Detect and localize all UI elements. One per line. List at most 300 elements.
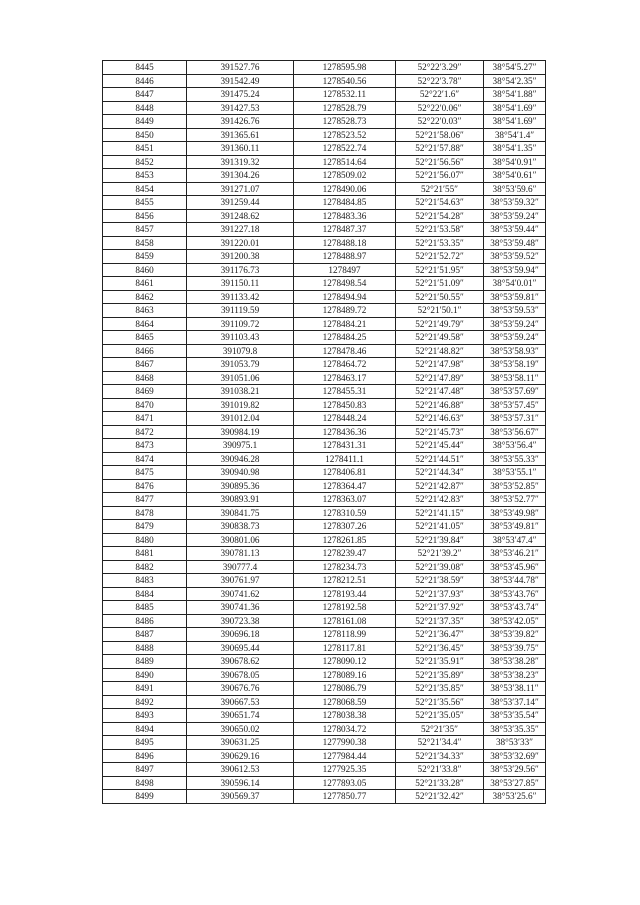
longitude-cell: 38°53′52.85″: [484, 479, 546, 493]
table-row: [103, 736, 546, 750]
y-coordinate-cell: 1277850.77: [294, 790, 396, 804]
table-row: [103, 493, 546, 507]
x-coordinate-cell: 391176.73: [187, 263, 294, 277]
longitude-cell: 38°53′38.28″: [484, 655, 546, 669]
point-number-cell: 8462: [103, 290, 187, 304]
table-row: [103, 371, 546, 385]
longitude-cell: 38°53′27.85″: [484, 776, 546, 790]
y-coordinate-cell: 1278364.47: [294, 479, 396, 493]
latitude-cell: 52°21′35.89″: [396, 668, 484, 682]
x-coordinate-cell: 391475.24: [187, 88, 294, 102]
table-row: [103, 115, 546, 129]
y-coordinate-cell: 1278307.26: [294, 520, 396, 534]
x-coordinate-cell: 391220.01: [187, 236, 294, 250]
x-coordinate-cell: 390650.02: [187, 722, 294, 736]
longitude-cell: 38°53′59.94″: [484, 263, 546, 277]
x-coordinate-cell: 391271.07: [187, 182, 294, 196]
longitude-cell: 38°54′1.88″: [484, 88, 546, 102]
latitude-cell: 52°21′45.73″: [396, 425, 484, 439]
latitude-cell: 52°21′45.44″: [396, 439, 484, 453]
y-coordinate-cell: 1278261.85: [294, 533, 396, 547]
longitude-cell: 38°54′0.61″: [484, 169, 546, 183]
y-coordinate-cell: 1278118.99: [294, 628, 396, 642]
latitude-cell: 52°21′39.08″: [396, 560, 484, 574]
x-coordinate-cell: 390984.19: [187, 425, 294, 439]
y-coordinate-cell: 1277990.38: [294, 736, 396, 750]
longitude-cell: 38°53′55.33″: [484, 452, 546, 466]
longitude-cell: 38°54′1.69″: [484, 115, 546, 129]
table-row: [103, 250, 546, 264]
point-number-cell: 8459: [103, 250, 187, 264]
latitude-cell: 52°21′51.95″: [396, 263, 484, 277]
x-coordinate-cell: 390895.36: [187, 479, 294, 493]
latitude-cell: 52°21′35.56″: [396, 695, 484, 709]
point-number-cell: 8448: [103, 101, 187, 115]
longitude-cell: 38°53′57.45″: [484, 398, 546, 412]
point-number-cell: 8483: [103, 574, 187, 588]
point-number-cell: 8449: [103, 115, 187, 129]
table-row: [103, 560, 546, 574]
point-number-cell: 8485: [103, 601, 187, 615]
point-number-cell: 8474: [103, 452, 187, 466]
longitude-cell: 38°53′29.56″: [484, 763, 546, 777]
point-number-cell: 8477: [103, 493, 187, 507]
point-number-cell: 8458: [103, 236, 187, 250]
table-row: [103, 520, 546, 534]
point-number-cell: 8447: [103, 88, 187, 102]
point-number-cell: 8476: [103, 479, 187, 493]
longitude-cell: 38°54′1.35″: [484, 142, 546, 156]
table-row: [103, 236, 546, 250]
table-row: [103, 101, 546, 115]
x-coordinate-cell: 390801.06: [187, 533, 294, 547]
table-row: [103, 614, 546, 628]
latitude-cell: 52°21′35.85″: [396, 682, 484, 696]
longitude-cell: 38°53′35.35″: [484, 722, 546, 736]
longitude-cell: 38°54′1.4″: [484, 128, 546, 142]
x-coordinate-cell: 391542.49: [187, 74, 294, 88]
longitude-cell: 38°53′47.4″: [484, 533, 546, 547]
x-coordinate-cell: 391200.38: [187, 250, 294, 264]
table-row: [103, 128, 546, 142]
point-number-cell: 8473: [103, 439, 187, 453]
point-number-cell: 8471: [103, 412, 187, 426]
latitude-cell: 52°21′47.89″: [396, 371, 484, 385]
point-number-cell: 8489: [103, 655, 187, 669]
x-coordinate-cell: 391103.43: [187, 331, 294, 345]
y-coordinate-cell: 1278478.46: [294, 344, 396, 358]
table-row: [103, 722, 546, 736]
table-row: [103, 358, 546, 372]
x-coordinate-cell: 390569.37: [187, 790, 294, 804]
x-coordinate-cell: 390723.38: [187, 614, 294, 628]
latitude-cell: 52°22′3.78″: [396, 74, 484, 88]
longitude-cell: 38°53′58.19″: [484, 358, 546, 372]
table-row: [103, 547, 546, 561]
longitude-cell: 38°54′2.35″: [484, 74, 546, 88]
y-coordinate-cell: 1278117.81: [294, 641, 396, 655]
table-row: [103, 439, 546, 453]
latitude-cell: 52°21′46.88″: [396, 398, 484, 412]
table-row: [103, 533, 546, 547]
table-row: [103, 587, 546, 601]
table-row: [103, 574, 546, 588]
x-coordinate-cell: 390676.76: [187, 682, 294, 696]
latitude-cell: 52°21′44.51″: [396, 452, 484, 466]
x-coordinate-cell: 390838.73: [187, 520, 294, 534]
y-coordinate-cell: 1277925.35: [294, 763, 396, 777]
point-number-cell: 8456: [103, 209, 187, 223]
y-coordinate-cell: 1278494.94: [294, 290, 396, 304]
y-coordinate-cell: 1277893.05: [294, 776, 396, 790]
y-coordinate-cell: 1278450.83: [294, 398, 396, 412]
longitude-cell: 38°53′42.05″: [484, 614, 546, 628]
point-number-cell: 8486: [103, 614, 187, 628]
longitude-cell: 38°53′57.31″: [484, 412, 546, 426]
table-row: [103, 412, 546, 426]
latitude-cell: 52°21′41.15″: [396, 506, 484, 520]
point-number-cell: 8491: [103, 682, 187, 696]
point-number-cell: 8478: [103, 506, 187, 520]
x-coordinate-cell: 391012.04: [187, 412, 294, 426]
x-coordinate-cell: 391426.76: [187, 115, 294, 129]
longitude-cell: 38°53′59.44″: [484, 223, 546, 237]
latitude-cell: 52°21′51.09″: [396, 277, 484, 291]
point-number-cell: 8470: [103, 398, 187, 412]
x-coordinate-cell: 390696.18: [187, 628, 294, 642]
x-coordinate-cell: 391227.18: [187, 223, 294, 237]
table-row: [103, 142, 546, 156]
latitude-cell: 52°21′36.45″: [396, 641, 484, 655]
y-coordinate-cell: 1278089.16: [294, 668, 396, 682]
latitude-cell: 52°21′57.88″: [396, 142, 484, 156]
latitude-cell: 52°21′58.06″: [396, 128, 484, 142]
y-coordinate-cell: 1278038.38: [294, 709, 396, 723]
latitude-cell: 52°21′55″: [396, 182, 484, 196]
y-coordinate-cell: 1278212.51: [294, 574, 396, 588]
table-row: [103, 709, 546, 723]
longitude-cell: 38°53′56.4″: [484, 439, 546, 453]
point-number-cell: 8480: [103, 533, 187, 547]
x-coordinate-cell: 390678.05: [187, 668, 294, 682]
point-number-cell: 8451: [103, 142, 187, 156]
y-coordinate-cell: 1278488.18: [294, 236, 396, 250]
latitude-cell: 52°21′39.2″: [396, 547, 484, 561]
longitude-cell: 38°53′59.24″: [484, 209, 546, 223]
longitude-cell: 38°53′38.23″: [484, 668, 546, 682]
point-number-cell: 8498: [103, 776, 187, 790]
y-coordinate-cell: 1278514.64: [294, 155, 396, 169]
y-coordinate-cell: 1278455.31: [294, 385, 396, 399]
x-coordinate-cell: 391150.11: [187, 277, 294, 291]
y-coordinate-cell: 1278193.44: [294, 587, 396, 601]
latitude-cell: 52°21′47.98″: [396, 358, 484, 372]
y-coordinate-cell: 1278363.07: [294, 493, 396, 507]
longitude-cell: 38°53′49.81″: [484, 520, 546, 534]
point-number-cell: 8464: [103, 317, 187, 331]
table-row: [103, 385, 546, 399]
y-coordinate-cell: 1278463.17: [294, 371, 396, 385]
x-coordinate-cell: 391019.82: [187, 398, 294, 412]
x-coordinate-cell: 391527.76: [187, 61, 294, 75]
table-row: [103, 304, 546, 318]
x-coordinate-cell: 391079.8: [187, 344, 294, 358]
longitude-cell: 38°53′46.21″: [484, 547, 546, 561]
table-row: [103, 317, 546, 331]
latitude-cell: 52°21′56.56″: [396, 155, 484, 169]
latitude-cell: 52°21′49.58″: [396, 331, 484, 345]
table-row: [103, 682, 546, 696]
x-coordinate-cell: 391248.62: [187, 209, 294, 223]
latitude-cell: 52°21′37.93″: [396, 587, 484, 601]
y-coordinate-cell: 1278234.73: [294, 560, 396, 574]
longitude-cell: 38°53′59.6″: [484, 182, 546, 196]
latitude-cell: 52°21′41.05″: [396, 520, 484, 534]
y-coordinate-cell: 1278034.72: [294, 722, 396, 736]
table-row: [103, 655, 546, 669]
y-coordinate-cell: 1278532.11: [294, 88, 396, 102]
longitude-cell: 38°53′39.75″: [484, 641, 546, 655]
y-coordinate-cell: 1278406.81: [294, 466, 396, 480]
table-row: [103, 277, 546, 291]
point-number-cell: 8472: [103, 425, 187, 439]
table-row: [103, 479, 546, 493]
longitude-cell: 38°53′44.78″: [484, 574, 546, 588]
table-row: [103, 263, 546, 277]
longitude-cell: 38°53′58.93″: [484, 344, 546, 358]
x-coordinate-cell: 390629.16: [187, 749, 294, 763]
longitude-cell: 38°53′59.53″: [484, 304, 546, 318]
x-coordinate-cell: 391109.72: [187, 317, 294, 331]
latitude-cell: 52°21′44.34″: [396, 466, 484, 480]
longitude-cell: 38°53′59.24″: [484, 317, 546, 331]
table-row: [103, 182, 546, 196]
x-coordinate-cell: 390741.62: [187, 587, 294, 601]
point-number-cell: 8446: [103, 74, 187, 88]
x-coordinate-cell: 391365.61: [187, 128, 294, 142]
point-number-cell: 8469: [103, 385, 187, 399]
x-coordinate-cell: 390596.14: [187, 776, 294, 790]
latitude-cell: 52°21′42.83″: [396, 493, 484, 507]
y-coordinate-cell: 1278436.36: [294, 425, 396, 439]
y-coordinate-cell: 1278595.98: [294, 61, 396, 75]
table-row: [103, 790, 546, 804]
point-number-cell: 8466: [103, 344, 187, 358]
longitude-cell: 38°53′33″: [484, 736, 546, 750]
table-row: [103, 196, 546, 210]
y-coordinate-cell: 1278239.47: [294, 547, 396, 561]
latitude-cell: 52°21′38.59″: [396, 574, 484, 588]
table-row: [103, 223, 546, 237]
longitude-cell: 38°54′0.01″: [484, 277, 546, 291]
longitude-cell: 38°53′59.48″: [484, 236, 546, 250]
longitude-cell: 38°53′35.54″: [484, 709, 546, 723]
latitude-cell: 52°21′48.82″: [396, 344, 484, 358]
longitude-cell: 38°53′59.32″: [484, 196, 546, 210]
longitude-cell: 38°54′0.91″: [484, 155, 546, 169]
point-number-cell: 8453: [103, 169, 187, 183]
table-row: [103, 209, 546, 223]
point-number-cell: 8463: [103, 304, 187, 318]
x-coordinate-cell: 390667.53: [187, 695, 294, 709]
y-coordinate-cell: 1278431.31: [294, 439, 396, 453]
longitude-cell: 38°53′45.96″: [484, 560, 546, 574]
table-row: [103, 88, 546, 102]
longitude-cell: 38°53′32.69″: [484, 749, 546, 763]
x-coordinate-cell: 391304.26: [187, 169, 294, 183]
x-coordinate-cell: 390975.1: [187, 439, 294, 453]
y-coordinate-cell: 1278497: [294, 263, 396, 277]
table-row: [103, 425, 546, 439]
table-row: [103, 155, 546, 169]
y-coordinate-cell: 1278509.02: [294, 169, 396, 183]
y-coordinate-cell: 1278483.36: [294, 209, 396, 223]
y-coordinate-cell: 1278490.06: [294, 182, 396, 196]
x-coordinate-cell: 391051.06: [187, 371, 294, 385]
x-coordinate-cell: 390612.53: [187, 763, 294, 777]
latitude-cell: 52°21′56.07″: [396, 169, 484, 183]
y-coordinate-cell: 1278540.56: [294, 74, 396, 88]
longitude-cell: 38°53′59.24″: [484, 331, 546, 345]
longitude-cell: 38°53′55.1″: [484, 466, 546, 480]
latitude-cell: 52°21′33.8″: [396, 763, 484, 777]
x-coordinate-cell: 390940.98: [187, 466, 294, 480]
y-coordinate-cell: 1278487.37: [294, 223, 396, 237]
table-row: [103, 506, 546, 520]
longitude-cell: 38°53′39.82″: [484, 628, 546, 642]
table-row: [103, 452, 546, 466]
latitude-cell: 52°21′50.1″: [396, 304, 484, 318]
point-number-cell: 8445: [103, 61, 187, 75]
point-number-cell: 8484: [103, 587, 187, 601]
point-number-cell: 8452: [103, 155, 187, 169]
point-number-cell: 8493: [103, 709, 187, 723]
latitude-cell: 52°21′37.35″: [396, 614, 484, 628]
table-row: [103, 695, 546, 709]
latitude-cell: 52°21′54.63″: [396, 196, 484, 210]
latitude-cell: 52°21′39.84″: [396, 533, 484, 547]
table-row: [103, 628, 546, 642]
latitude-cell: 52°21′32.42″: [396, 790, 484, 804]
longitude-cell: 38°53′25.6″: [484, 790, 546, 804]
point-number-cell: 8495: [103, 736, 187, 750]
point-number-cell: 8475: [103, 466, 187, 480]
y-coordinate-cell: 1278528.73: [294, 115, 396, 129]
y-coordinate-cell: 1277984.44: [294, 749, 396, 763]
x-coordinate-cell: 391319.32: [187, 155, 294, 169]
y-coordinate-cell: 1278068.59: [294, 695, 396, 709]
latitude-cell: 52°21′54.28″: [396, 209, 484, 223]
y-coordinate-cell: 1278192.58: [294, 601, 396, 615]
point-number-cell: 8465: [103, 331, 187, 345]
table-row: [103, 398, 546, 412]
longitude-cell: 38°53′57.69″: [484, 385, 546, 399]
point-number-cell: 8455: [103, 196, 187, 210]
point-number-cell: 8450: [103, 128, 187, 142]
point-number-cell: 8494: [103, 722, 187, 736]
latitude-cell: 52°22′0.06″: [396, 101, 484, 115]
y-coordinate-cell: 1278090.12: [294, 655, 396, 669]
x-coordinate-cell: 391427.53: [187, 101, 294, 115]
y-coordinate-cell: 1278448.24: [294, 412, 396, 426]
point-number-cell: 8492: [103, 695, 187, 709]
y-coordinate-cell: 1278484.85: [294, 196, 396, 210]
table-row: [103, 61, 546, 75]
point-number-cell: 8479: [103, 520, 187, 534]
point-number-cell: 8467: [103, 358, 187, 372]
y-coordinate-cell: 1278528.79: [294, 101, 396, 115]
y-coordinate-cell: 1278161.08: [294, 614, 396, 628]
table-row: [103, 331, 546, 345]
table-row: [103, 641, 546, 655]
y-coordinate-cell: 1278484.21: [294, 317, 396, 331]
coordinates-table-body: [103, 61, 546, 804]
longitude-cell: 38°53′43.74″: [484, 601, 546, 615]
point-number-cell: 8487: [103, 628, 187, 642]
x-coordinate-cell: 390695.44: [187, 641, 294, 655]
longitude-cell: 38°53′56.67″: [484, 425, 546, 439]
latitude-cell: 52°21′36.47″: [396, 628, 484, 642]
point-number-cell: 8457: [103, 223, 187, 237]
y-coordinate-cell: 1278489.72: [294, 304, 396, 318]
y-coordinate-cell: 1278484.25: [294, 331, 396, 345]
x-coordinate-cell: 390841.75: [187, 506, 294, 520]
y-coordinate-cell: 1278522.74: [294, 142, 396, 156]
latitude-cell: 52°21′42.87″: [396, 479, 484, 493]
x-coordinate-cell: 390946.28: [187, 452, 294, 466]
table-row: [103, 763, 546, 777]
longitude-cell: 38°53′49.98″: [484, 506, 546, 520]
longitude-cell: 38°54′5.27″: [484, 61, 546, 75]
y-coordinate-cell: 1278086.79: [294, 682, 396, 696]
latitude-cell: 52°21′47.48″: [396, 385, 484, 399]
x-coordinate-cell: 391038.21: [187, 385, 294, 399]
longitude-cell: 38°53′52.77″: [484, 493, 546, 507]
latitude-cell: 52°21′50.55″: [396, 290, 484, 304]
latitude-cell: 52°22′1.6″: [396, 88, 484, 102]
longitude-cell: 38°53′58.11″: [484, 371, 546, 385]
x-coordinate-cell: 390741.36: [187, 601, 294, 615]
x-coordinate-cell: 390893.91: [187, 493, 294, 507]
latitude-cell: 52°21′34.4″: [396, 736, 484, 750]
point-number-cell: 8461: [103, 277, 187, 291]
x-coordinate-cell: 390631.25: [187, 736, 294, 750]
point-number-cell: 8497: [103, 763, 187, 777]
x-coordinate-cell: 390777.4: [187, 560, 294, 574]
point-number-cell: 8496: [103, 749, 187, 763]
latitude-cell: 52°21′53.58″: [396, 223, 484, 237]
y-coordinate-cell: 1278310.59: [294, 506, 396, 520]
table-row: [103, 290, 546, 304]
latitude-cell: 52°22′3.29″: [396, 61, 484, 75]
point-number-cell: 8460: [103, 263, 187, 277]
y-coordinate-cell: 1278411.1: [294, 452, 396, 466]
x-coordinate-cell: 390678.62: [187, 655, 294, 669]
table-row: [103, 74, 546, 88]
table-row: [103, 776, 546, 790]
longitude-cell: 38°54′1.69″: [484, 101, 546, 115]
point-number-cell: 8482: [103, 560, 187, 574]
point-number-cell: 8490: [103, 668, 187, 682]
table-row: [103, 668, 546, 682]
y-coordinate-cell: 1278488.97: [294, 250, 396, 264]
x-coordinate-cell: 391119.59: [187, 304, 294, 318]
latitude-cell: 52°22′0.03″: [396, 115, 484, 129]
table-row: [103, 601, 546, 615]
longitude-cell: 38°53′59.81″: [484, 290, 546, 304]
latitude-cell: 52°21′53.35″: [396, 236, 484, 250]
table-row: [103, 169, 546, 183]
